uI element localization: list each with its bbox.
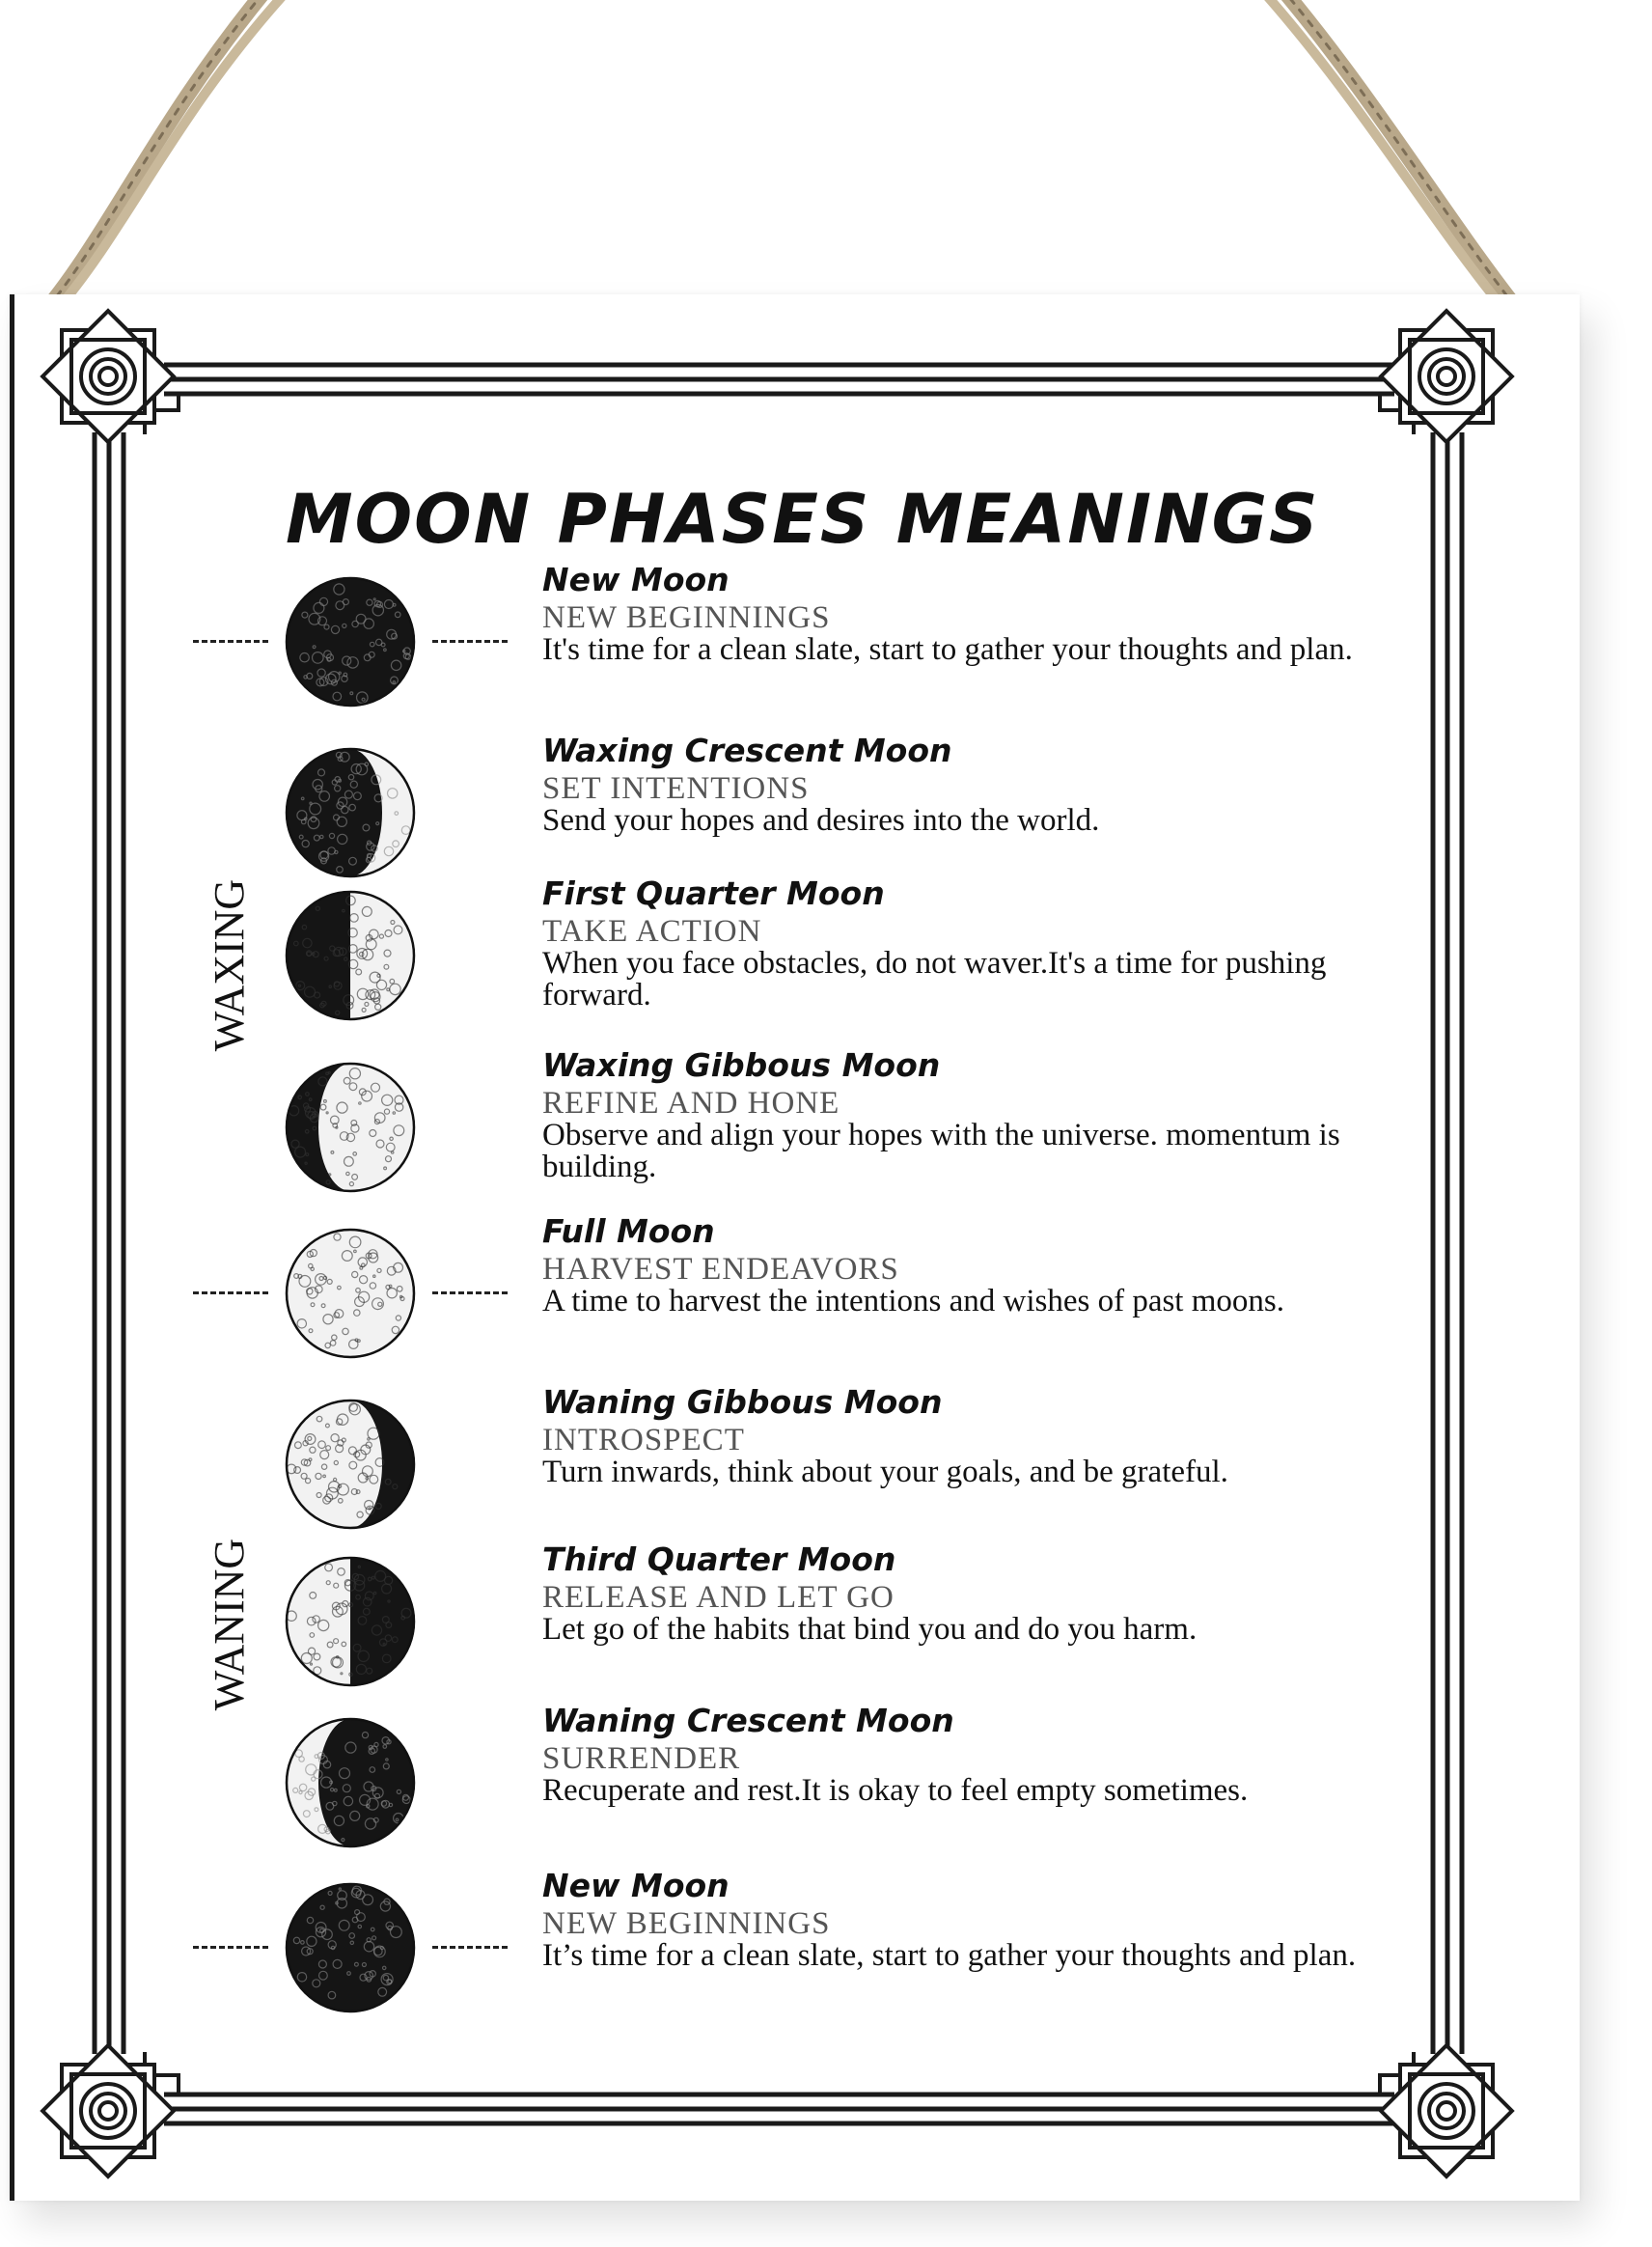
phase-description: Observe and align your hopes with the universe. momentum is building.	[542, 1118, 1340, 1184]
waxing-gibbous-moon-icon	[283, 1060, 418, 1195]
dashed-line-left	[193, 640, 268, 643]
phase-keyword: NEW BEGINNINGS	[542, 1906, 831, 1941]
waxing-crescent-moon-icon	[283, 745, 418, 880]
waning-crescent-moon-icon	[283, 1715, 418, 1850]
phase-description: It's time for a clean slate, start to gather your thoughts and plan.	[542, 632, 1353, 667]
waxing-label: WAXING	[206, 878, 253, 1052]
new-moon-icon	[283, 574, 418, 709]
phase-name: New Moon	[542, 1867, 730, 1904]
waning-gibbous-moon-icon	[283, 1397, 418, 1532]
phase-keyword: INTROSPECT	[542, 1423, 745, 1457]
phase-description: Turn inwards, think about your goals, and be grateful.	[542, 1455, 1228, 1489]
dashed-line-right	[432, 640, 508, 643]
dashed-line-left	[193, 1291, 268, 1294]
phase-item	[193, 1867, 1390, 2025]
phase-name: First Quarter Moon	[542, 874, 885, 912]
phase-description: Recuperate and rest.It is okay to feel empty sometimes.	[542, 1773, 1249, 1808]
phase-name: Waxing Crescent Moon	[542, 732, 952, 769]
phase-item	[193, 1540, 1390, 1699]
phase-item	[193, 1046, 1390, 1205]
phase-name: Waning Gibbous Moon	[542, 1383, 943, 1421]
third-quarter-moon-icon	[283, 1554, 418, 1689]
phase-item	[193, 561, 1390, 719]
phase-item	[193, 1702, 1390, 1860]
dashed-line-right	[432, 1291, 508, 1294]
full-moon-icon	[283, 1226, 418, 1361]
phase-description: Send your hopes and desires into the world.	[542, 803, 1100, 838]
phase-description: It’s time for a clean slate, start to gather your thoughts and plan.	[542, 1938, 1357, 1973]
phase-item	[193, 732, 1390, 890]
phase-name: Full Moon	[542, 1212, 715, 1250]
phase-name: Waning Crescent Moon	[542, 1702, 954, 1739]
phase-keyword: TAKE ACTION	[542, 914, 762, 949]
waning-label: WANING	[206, 1538, 253, 1711]
phase-name: Waxing Gibbous Moon	[542, 1046, 941, 1084]
new-moon-icon	[283, 1880, 418, 2015]
phase-keyword: RELEASE AND LET GO	[542, 1580, 895, 1615]
phase-keyword: HARVEST ENDEAVORS	[542, 1252, 899, 1287]
phase-keyword: NEW BEGINNINGS	[542, 600, 831, 635]
first-quarter-moon-icon	[283, 888, 418, 1023]
dashed-line-right	[432, 1946, 508, 1949]
phase-item	[193, 1383, 1390, 1541]
phase-name: New Moon	[542, 561, 730, 598]
page-title: MOON PHASES MEANINGS	[286, 480, 1320, 559]
phase-item	[193, 1212, 1390, 1371]
phase-name: Third Quarter Moon	[542, 1540, 896, 1578]
phase-keyword: REFINE AND HONE	[542, 1086, 840, 1121]
phase-description: When you face obstacles, do not waver.It's a time for pushing forward.	[542, 946, 1327, 1013]
phase-item	[193, 874, 1390, 1033]
phase-keyword: SURRENDER	[542, 1741, 741, 1776]
phase-description: A time to harvest the intentions and wishes of past moons.	[542, 1284, 1284, 1318]
phase-keyword: SET INTENTIONS	[542, 771, 810, 806]
dashed-line-left	[193, 1946, 268, 1949]
phase-description: Let go of the habits that bind you and do you harm.	[542, 1612, 1198, 1647]
